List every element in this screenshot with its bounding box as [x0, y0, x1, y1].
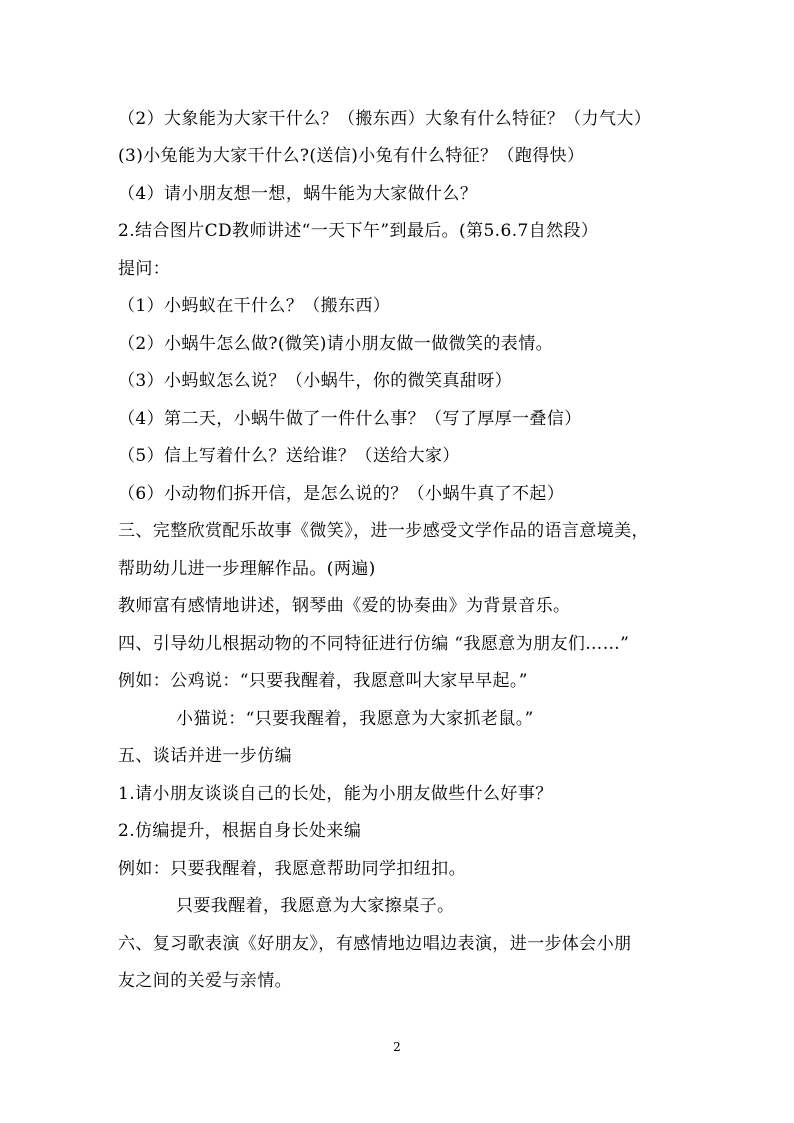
text-line: 只要我醒着，我愿意为大家擦桌子。 — [176, 896, 455, 916]
text-line: （1）小蚂蚁在干什么？（搬东西） — [118, 296, 391, 316]
text-line: (3)小兔能为大家干什么?(送信)小兔有什么特征？（跑得快） — [118, 146, 585, 166]
text-line: 友之间的关爱与亲情。 — [118, 971, 292, 991]
text-line: 例如：只要我醒着，我愿意帮助同学扣纽扣。 — [118, 859, 466, 879]
text-line: 例如：公鸡说：“只要我醒着，我愿意叫大家早早起。” — [118, 671, 528, 691]
text-line: （6）小动物们拆开信，是怎么说的？（小蜗牛真了不起） — [118, 484, 565, 504]
text-line: 教师富有感情地讲述，钢琴曲《爱的协奏曲》为背景音乐。 — [118, 596, 571, 616]
page-number: 2 — [393, 1040, 401, 1054]
text-line: 1.请小朋友谈谈自己的长处，能为小朋友做些什么好事？ — [118, 784, 553, 804]
text-line: 帮助幼儿进一步理解作品。(两遍) — [118, 559, 376, 579]
text-line: （4）第二天，小蜗牛做了一件什么事？（写了厚厚一叠信） — [118, 409, 582, 429]
text-line: 小猫说：“只要我醒着，我愿意为大家抓老鼠。” — [176, 709, 534, 729]
text-line: 2.结合图片CD教师讲述“一天下午”到最后。(第5.6.7自然段） — [118, 221, 599, 241]
text-line: （3）小蚂蚁怎么说？（小蜗牛，你的微笑真甜呀） — [118, 371, 513, 391]
text-line: （4）请小朋友想一想，蜗牛能为大家做什么？ — [118, 184, 478, 204]
text-line: 2.仿编提升，根据自身长处来编 — [118, 821, 362, 841]
text-line: 提问： — [118, 259, 171, 279]
section-heading: 三、完整欣赏配乐故事《微笑》，进一步感受文学作品的语言意境美， — [118, 521, 649, 541]
text-line: （2）大象能为大家干什么？（搬东西）大象有什么特征？（力气大） — [118, 109, 652, 129]
section-heading: 五、谈话并进一步仿编 — [118, 746, 292, 766]
section-heading: 六、复习歌表演《好朋友》，有感情地边唱边表演，进一步体会小朋 — [118, 934, 632, 954]
text-line: （2）小蜗牛怎么做?(微笑)请小朋友做一做微笑的表情。 — [118, 334, 553, 354]
text-line: （5）信上写着什么？送给谁？（送给大家） — [118, 446, 460, 466]
section-heading: 四、引导幼儿根据动物的不同特征进行仿编 “我愿意为朋友们……” — [118, 634, 630, 654]
